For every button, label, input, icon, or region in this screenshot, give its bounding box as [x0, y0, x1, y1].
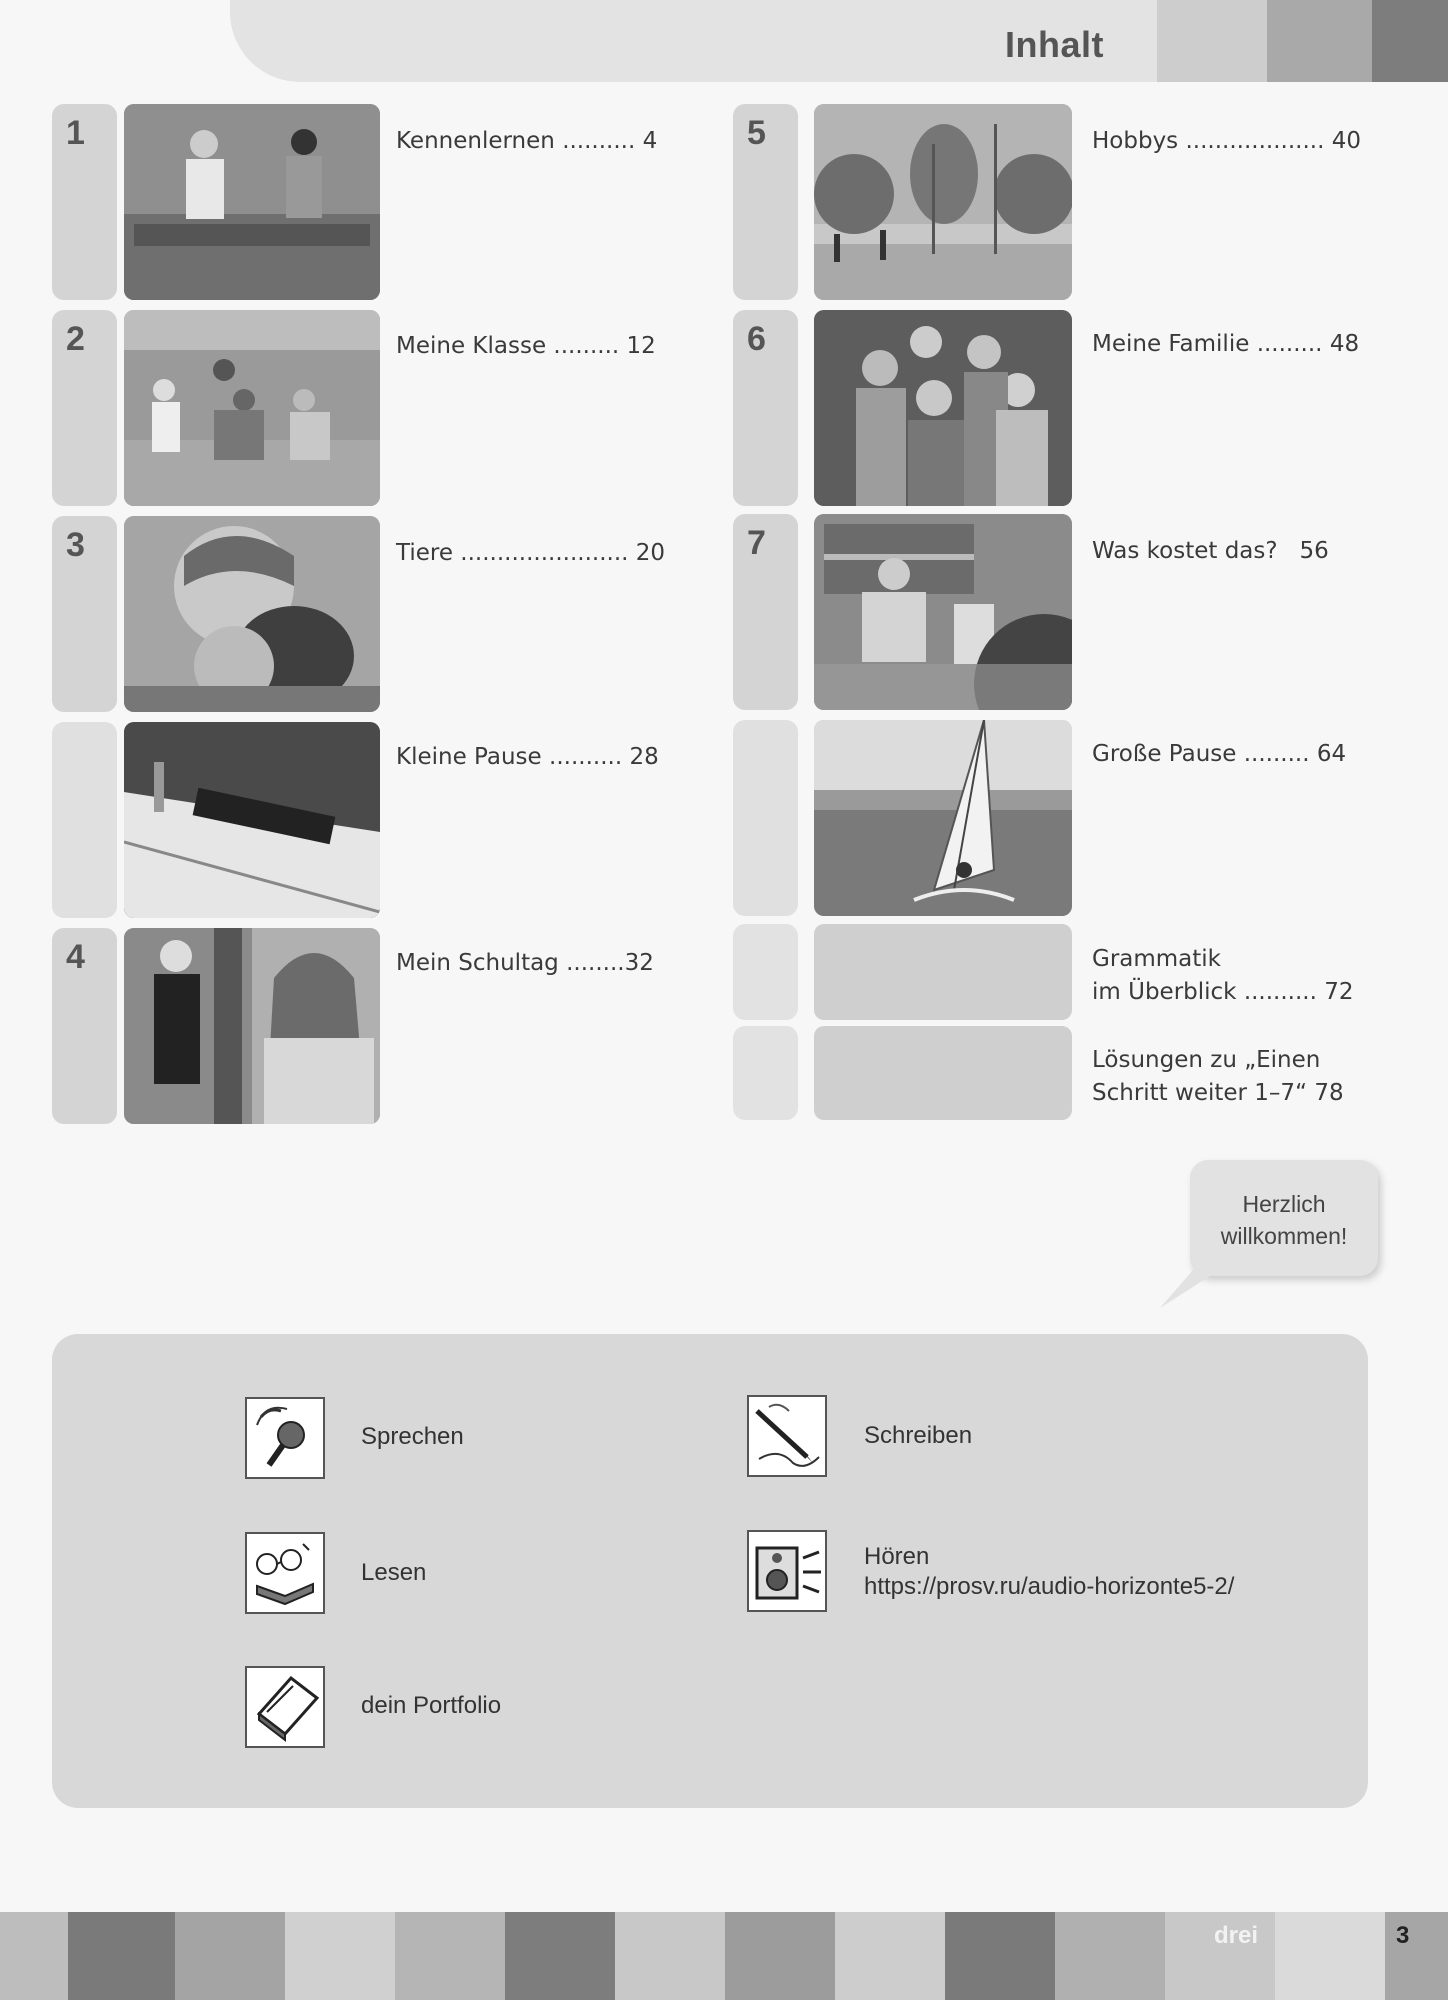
chapter-photo: [124, 928, 380, 1124]
toc-entry[interactable]: [396, 537, 665, 570]
chapter-number: 6: [747, 320, 766, 358]
speaker-icon: [747, 1530, 827, 1612]
toc-entry[interactable]: [1092, 535, 1329, 568]
chapter-photo: [124, 516, 380, 712]
toc-title: Tiere: [396, 540, 453, 566]
legend-label-sprechen: Sprechen: [361, 1423, 464, 1450]
chapter-number: 5: [747, 114, 766, 152]
footer-stripe: [0, 1912, 68, 2000]
chapter-photo: [124, 310, 380, 506]
toc-page: 72: [1324, 979, 1354, 1005]
chapter-tab: [733, 924, 798, 1020]
toc-dots: .......................: [460, 540, 629, 566]
placeholder-tile: [814, 1026, 1072, 1120]
chapter-photo: [814, 104, 1072, 300]
toc-dots: ..........: [562, 128, 636, 154]
microphone-icon: [245, 1397, 325, 1479]
toc-entry[interactable]: [1092, 328, 1359, 361]
chapter-tab: [733, 1026, 798, 1120]
chapter-tab: [52, 310, 117, 506]
toc-entry[interactable]: [396, 330, 656, 363]
legend-label-hoeren: Hören: [864, 1543, 930, 1570]
toc-dots: ........: [566, 950, 625, 976]
chapter-photo: [124, 104, 380, 300]
footer-stripe: [1055, 1912, 1165, 2000]
toc-title: Kleine Pause: [396, 744, 542, 770]
footer-stripe: [175, 1912, 285, 2000]
toc-page: 4: [642, 128, 658, 154]
footer-stripe: [68, 1912, 175, 2000]
bubble-text: [1190, 1188, 1378, 1252]
toc-page: 40: [1331, 128, 1361, 154]
toc-dots: .........: [1243, 741, 1310, 767]
toc-dots: .........: [1256, 331, 1323, 357]
toc-page: 20: [635, 540, 666, 566]
footer-stripe: [615, 1912, 725, 2000]
toc-entry[interactable]: [396, 947, 654, 980]
toc-entry[interactable]: [396, 125, 657, 158]
footer-stripe: [1275, 1912, 1385, 2000]
toc-title: Kennenlernen: [396, 128, 555, 154]
footer-stripe: [835, 1912, 945, 2000]
chapter-tab: [733, 720, 798, 916]
chapter-tab: [52, 722, 117, 918]
chapter-number: 1: [66, 114, 85, 152]
toc-dots: ...................: [1185, 128, 1325, 154]
toc-entry[interactable]: [396, 741, 659, 774]
toc-entry[interactable]: [1092, 738, 1346, 771]
bubble-tail: [1150, 1262, 1240, 1312]
chapter-photo: [814, 514, 1072, 710]
footer-stripe: [505, 1912, 615, 2000]
chapter-tab: [733, 104, 798, 300]
page-title: Inhalt: [1005, 24, 1104, 65]
footer-stripe: [285, 1912, 395, 2000]
toc-page: 78: [1314, 1080, 1344, 1106]
pen-writing-icon: [747, 1395, 827, 1477]
footer-stripe: [1385, 1912, 1448, 2000]
toc-entry[interactable]: [1092, 943, 1354, 1009]
toc-entry[interactable]: [1092, 125, 1361, 158]
toc-page: 48: [1329, 331, 1360, 357]
placeholder-tile: [814, 924, 1072, 1020]
chapter-number: 7: [747, 524, 766, 562]
speech-bubble: [1190, 1160, 1378, 1276]
toc-title: Hobbys: [1092, 128, 1179, 154]
toc-page: 28: [629, 744, 659, 770]
toc-dots: .........: [553, 333, 620, 359]
chapter-photo: [124, 722, 380, 918]
toc-dots: ..........: [549, 744, 623, 770]
toc-title: Was kostet das?: [1092, 538, 1278, 564]
toc-title: Meine Klasse: [396, 333, 547, 359]
chapter-number: 2: [66, 320, 85, 358]
header-stripe: [1372, 0, 1448, 82]
chapter-tab: [52, 104, 117, 300]
header-stripe: [1267, 0, 1372, 82]
toc-title: Große Pause: [1092, 741, 1237, 767]
chapter-number: 3: [66, 526, 85, 564]
toc-dots: ..........: [1243, 979, 1317, 1005]
chapter-number: 4: [66, 938, 85, 976]
legend-label-schreiben: Schreiben: [864, 1422, 973, 1449]
chapter-tab: [733, 514, 798, 710]
chapter-tab: [733, 310, 798, 506]
bubble-line: willkommen!: [1220, 1223, 1348, 1249]
legend-label-lesen: Lesen: [361, 1559, 427, 1586]
chapter-photo: [814, 310, 1072, 506]
toc-page: 12: [626, 333, 656, 359]
toc-title-line: Schritt weiter 1–7“: [1092, 1080, 1307, 1106]
footer-stripe: [395, 1912, 505, 2000]
chapter-tab: [52, 516, 117, 712]
footer-stripe: [725, 1912, 835, 2000]
header-stripe: [1157, 0, 1267, 82]
toc-entry[interactable]: [1092, 1044, 1344, 1110]
toc-title-line: Grammatik: [1092, 946, 1222, 972]
page-word: drei: [1214, 1922, 1259, 1949]
chapter-tab: [52, 928, 117, 1124]
audio-url-link[interactable]: https://prosv.ru/audio-horizonte5-2/: [864, 1573, 1235, 1600]
toc-title-line: im Überblick: [1092, 979, 1237, 1005]
toc-page: 64: [1316, 741, 1347, 767]
bubble-line: Herzlich: [1242, 1191, 1326, 1217]
toc-title-line: Lösungen zu „Einen: [1092, 1047, 1321, 1073]
book-icon: [245, 1666, 325, 1748]
legend-label-portfolio: dein Portfolio: [361, 1692, 502, 1719]
toc-page: 56: [1299, 538, 1329, 564]
toc-title: Meine Familie: [1092, 331, 1250, 357]
chapter-photo: [814, 720, 1072, 916]
toc-title: Mein Schultag: [396, 950, 559, 976]
reading-icon: [245, 1532, 325, 1614]
page-number: 3: [1396, 1922, 1410, 1949]
footer-stripe: [945, 1912, 1055, 2000]
toc-page: 32: [624, 950, 654, 976]
